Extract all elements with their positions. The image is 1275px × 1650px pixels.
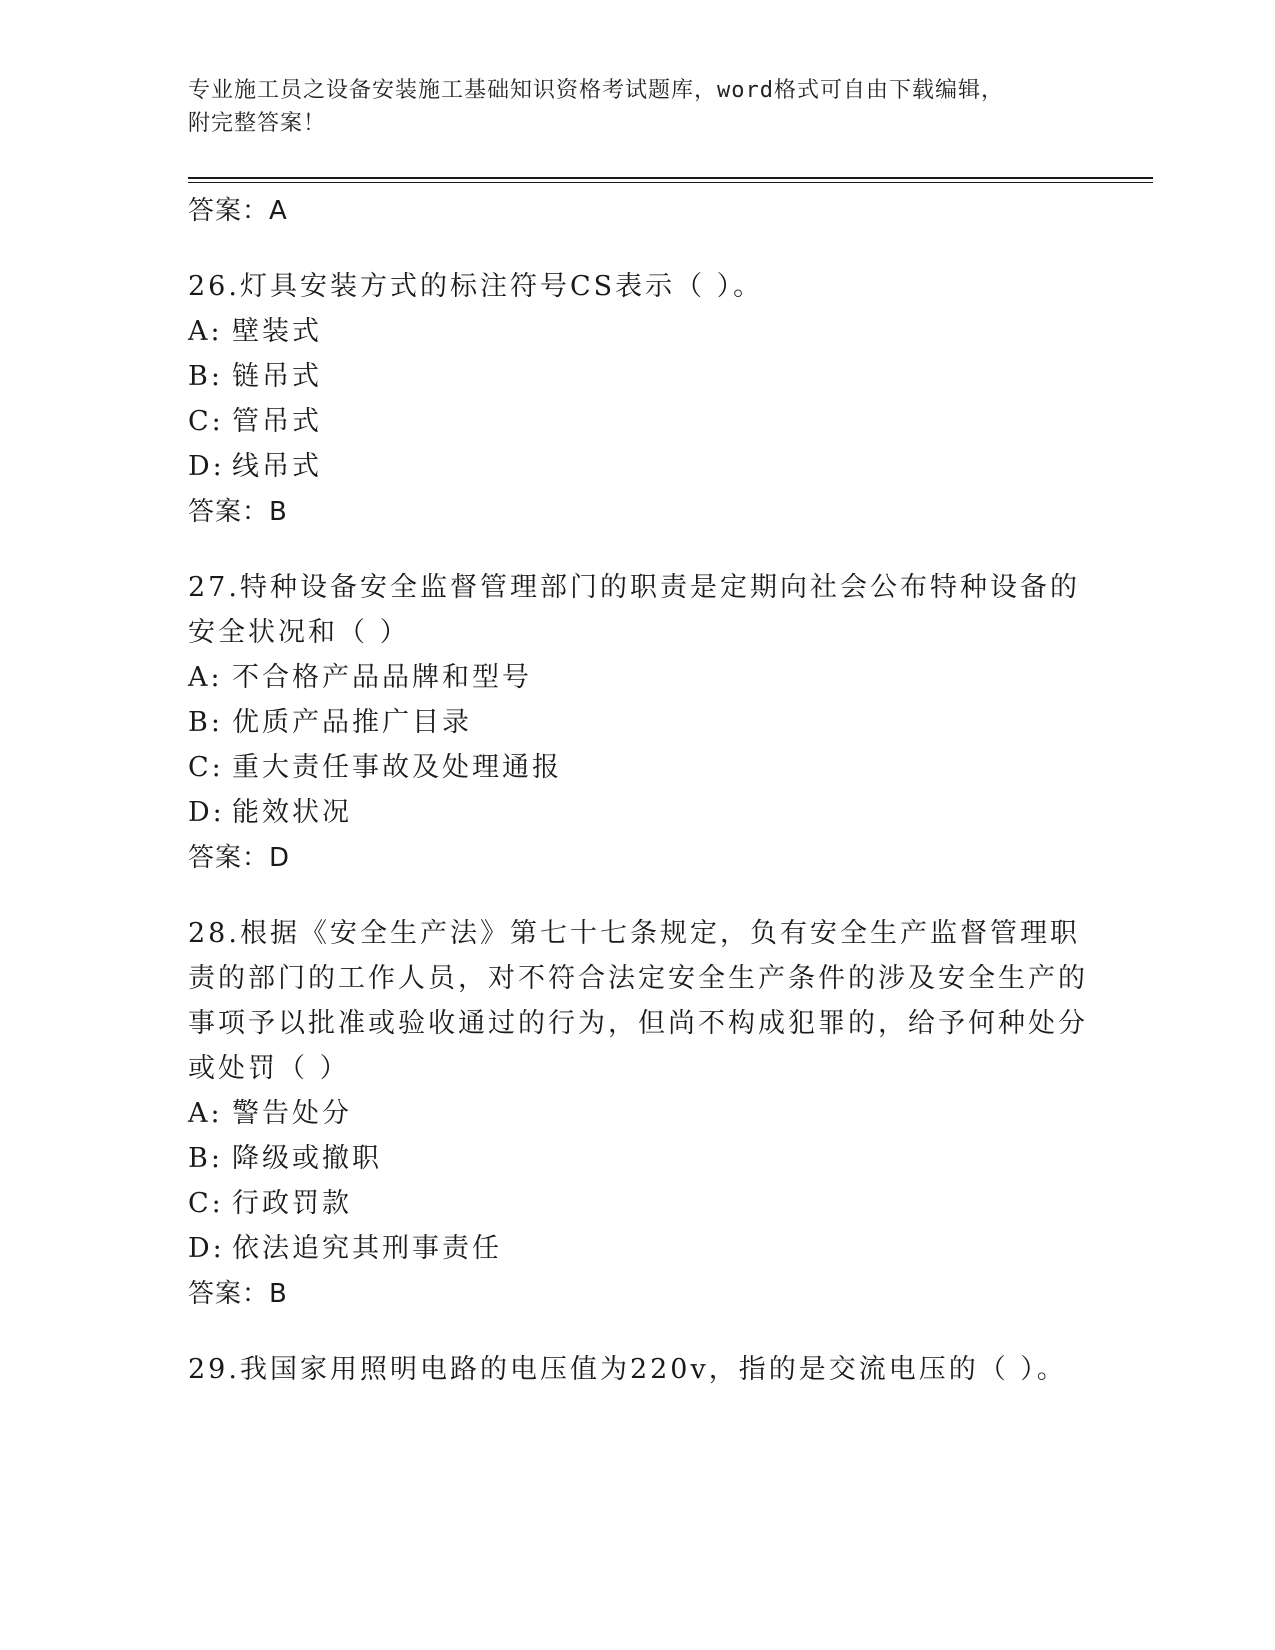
option-text: 不合格产品品牌和型号 bbox=[232, 662, 532, 693]
option-key: C: bbox=[188, 1188, 224, 1219]
option-key: D: bbox=[188, 1233, 225, 1264]
option-d bbox=[188, 790, 1088, 835]
header-divider-thin bbox=[188, 182, 1153, 183]
question-stem: 27.特种设备安全监督管理部门的职责是定期向社会公布特种设备的安全状况和（ ） bbox=[188, 572, 1080, 648]
question-29 bbox=[188, 1347, 1088, 1392]
option-key: B: bbox=[188, 361, 223, 392]
option-key: B: bbox=[188, 707, 223, 738]
option-d bbox=[188, 1226, 1088, 1271]
option-text: 警告处分 bbox=[232, 1098, 352, 1129]
option-c bbox=[188, 399, 1088, 444]
option-text: 链吊式 bbox=[232, 361, 322, 392]
option-key: D: bbox=[188, 797, 225, 828]
option-b bbox=[188, 700, 1088, 745]
option-key: C: bbox=[188, 752, 224, 783]
option-a bbox=[188, 655, 1088, 700]
question-26 bbox=[188, 264, 1088, 535]
question-stem: 26.灯具安装方式的标注符号CS表示（ ）。 bbox=[188, 271, 764, 302]
option-d bbox=[188, 444, 1088, 489]
question-stem: 29.我国家用照明电路的电压值为220v，指的是交流电压的（ ）。 bbox=[188, 1354, 1067, 1385]
option-key: B: bbox=[188, 1143, 223, 1174]
header-line-2: 附完整答案！ bbox=[188, 111, 327, 136]
answer-line: 答案：D bbox=[188, 843, 291, 873]
header-line-1: 专业施工员之设备安装施工基础知识资格考试题库，word格式可自由下载编辑， bbox=[188, 78, 1004, 103]
option-text: 行政罚款 bbox=[232, 1188, 352, 1219]
option-a bbox=[188, 1091, 1088, 1136]
answer-line: 答案：A bbox=[188, 196, 288, 226]
option-text: 管吊式 bbox=[232, 406, 322, 437]
option-text: 降级或撤职 bbox=[232, 1143, 382, 1174]
option-text: 依法追究其刑事责任 bbox=[232, 1233, 502, 1264]
option-key: D: bbox=[188, 451, 225, 482]
option-text: 能效状况 bbox=[232, 797, 352, 828]
option-a bbox=[188, 309, 1088, 354]
option-c bbox=[188, 745, 1088, 790]
answer-line: 答案：B bbox=[188, 497, 288, 527]
option-key: C: bbox=[188, 406, 224, 437]
question-stem: 28.根据《安全生产法》第七十七条规定，负有安全生产监督管理职责的部门的工作人员，对不符合法定安全生产条件的涉及安全生产的事项予以批准或验收通过的行为，但尚不构成犯罪的，给予何种处分或处罚（ ） bbox=[188, 918, 1088, 1084]
option-text: 线吊式 bbox=[232, 451, 322, 482]
question-list bbox=[188, 188, 1088, 1392]
header-divider-thick bbox=[188, 177, 1153, 179]
option-b bbox=[188, 1136, 1088, 1181]
option-text: 壁装式 bbox=[232, 316, 322, 347]
option-c bbox=[188, 1181, 1088, 1226]
option-key: A: bbox=[188, 1098, 223, 1129]
question-27 bbox=[188, 565, 1088, 881]
option-text: 重大责任事故及处理通报 bbox=[232, 752, 562, 783]
option-key: A: bbox=[188, 316, 223, 347]
answer-line: 答案：B bbox=[188, 1279, 288, 1309]
option-key: A: bbox=[188, 662, 223, 693]
option-text: 优质产品推广目录 bbox=[232, 707, 472, 738]
document-header bbox=[188, 74, 1068, 140]
question-28 bbox=[188, 911, 1088, 1317]
option-b bbox=[188, 354, 1088, 399]
